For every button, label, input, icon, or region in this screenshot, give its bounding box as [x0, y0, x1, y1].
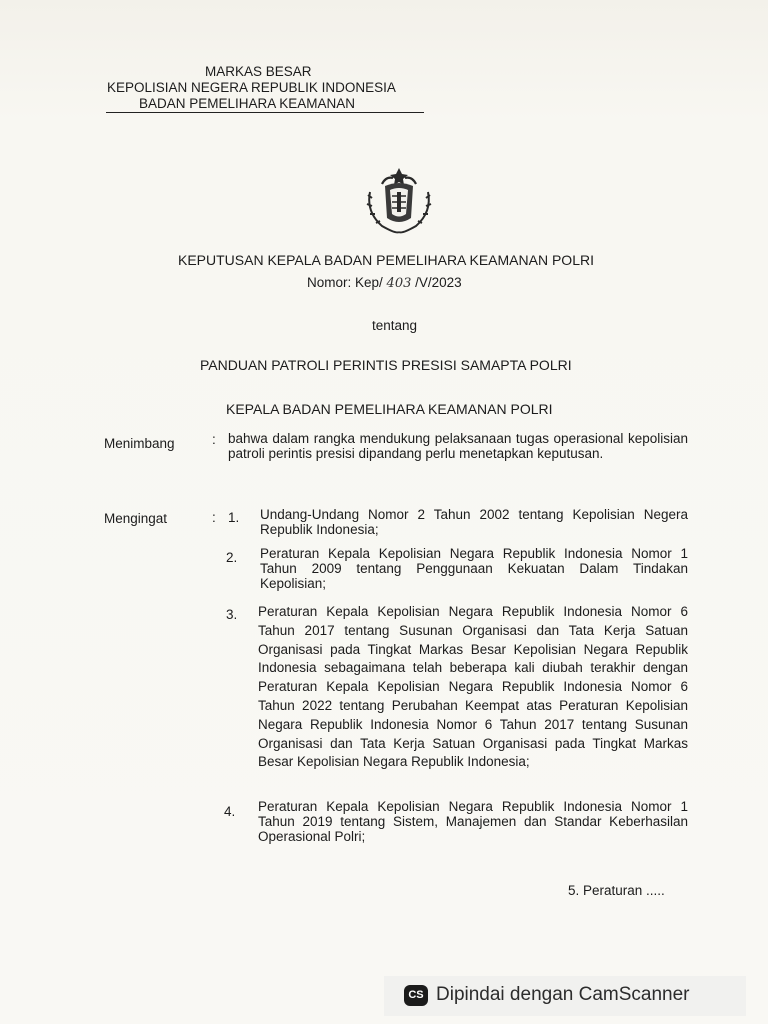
header-line-2: KEPOLISIAN NEGERA REPUBLIK INDONESIA	[107, 80, 396, 95]
list-item-4-text: Peraturan Kepala Kepolisian Negara Republik Indonesia Nomor 1 Tahun 2019 tentang Sistem, Manajemen dan Standar Keberhasilan Operasional Polri;	[258, 799, 688, 844]
list-item-3-number: 3.	[226, 607, 238, 622]
header-line-3: BADAN PEMELIHARA KEAMANAN	[139, 96, 356, 111]
menimbang-text: bahwa dalam rangka mendukung pelaksanaan tugas operasional kepolisian patroli perintis presisi dipandang perlu menetapkan keputusan.	[228, 431, 688, 461]
decree-title: KEPUTUSAN KEPALA BADAN PEMELIHARA KEAMANAN POLRI	[178, 252, 594, 268]
about-label: tentang	[372, 318, 418, 333]
list-item-2-text: Peraturan Kepala Kepolisian Negara Republik Indonesia Nomor 1 Tahun 2009 tentang Penggunaan Kekuatan Dalam Tindakan Kepolisian;	[260, 546, 688, 591]
camscanner-text: Dipindai dengan CamScanner	[436, 984, 690, 1005]
decree-number-prefix: Nomor: Kep/	[307, 275, 383, 290]
decree-number	[307, 275, 462, 291]
header-underline	[106, 112, 424, 113]
menimbang-colon: :	[212, 432, 216, 447]
page-continuation: 5. Peraturan .....	[568, 883, 665, 898]
list-item-4-number: 4.	[224, 804, 236, 819]
header-line-1: MARKAS BESAR	[205, 64, 312, 79]
mengingat-label: Mengingat	[104, 511, 168, 526]
list-item-2-number: 2.	[226, 550, 238, 565]
list-item-3-text: Peraturan Kepala Kepolisian Negara Republik Indonesia Nomor 6 Tahun 2017 tentang Susunan Organisasi dan Tata Kerja Satuan Organisasi pada Tingkat Markas Besar Kepolisian Negara Republik Indonesia sebagaimana telah beberapa kali diubah terakhir dengan Peraturan Kepala Kepolisian Negara Republik Indonesia Nomor 6 Tahun 2022 tentang Perubahan Keempat atas Peraturan Kepolisian Negara Republik Indonesia Nomor 6 Tahun 2017 tentang Susunan Organisasi dan Tata Kerja Satuan Organisasi pada Tingkat Markas Besar Kepolisian Negara Republik Indonesia;	[258, 604, 688, 770]
decree-number-suffix: /V/2023	[415, 275, 462, 290]
menimbang-label: Menimbang	[104, 436, 175, 451]
mengingat-colon: :	[212, 510, 216, 525]
decree-subject: PANDUAN PATROLI PERINTIS PRESISI SAMAPTA POLRI	[200, 357, 572, 373]
decree-number-handwritten: 403	[386, 276, 412, 291]
issuer-title: KEPALA BADAN PEMELIHARA KEAMANAN POLRI	[226, 401, 553, 417]
polri-emblem-icon	[360, 162, 438, 236]
list-item-1-number: 1.	[228, 510, 240, 525]
list-item-1-text: Undang-Undang Nomor 2 Tahun 2002 tentang Kepolisian Negera Republik Indonesia;	[260, 507, 688, 537]
camscanner-logo-icon: CS	[404, 985, 428, 1006]
